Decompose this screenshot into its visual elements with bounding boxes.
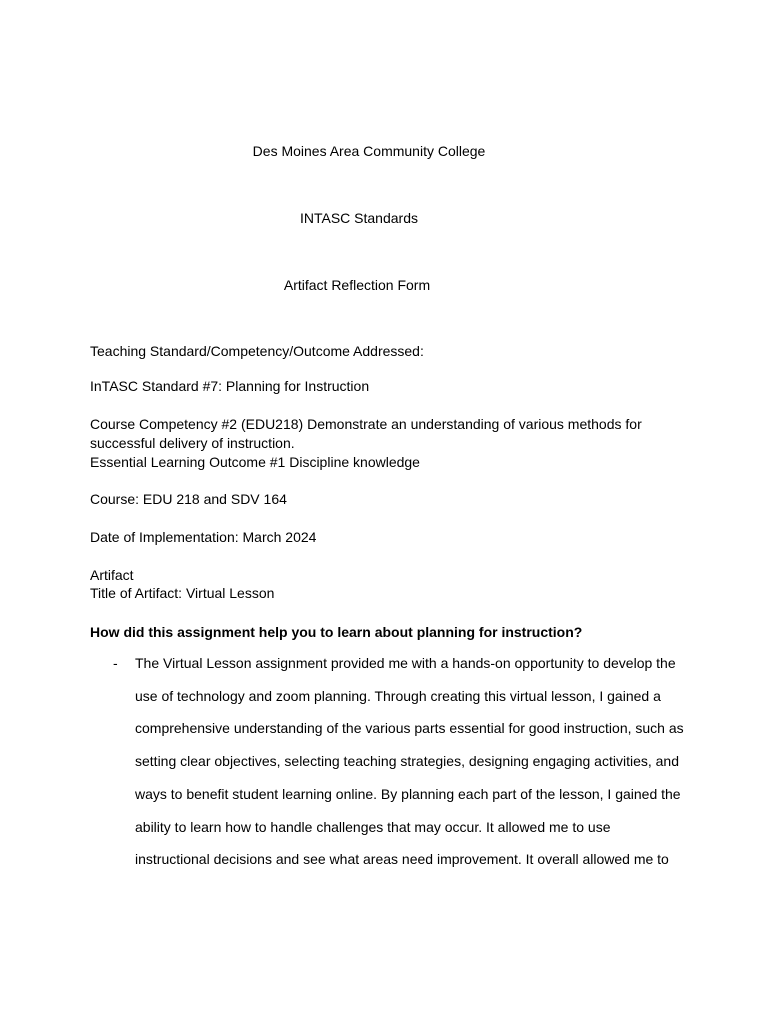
course-field: Course: EDU 218 and SDV 164 xyxy=(90,491,287,507)
essential-learning-outcome: Essential Learning Outcome #1 Discipline knowledge xyxy=(90,454,420,470)
answer-line: The Virtual Lesson assignment provided me with a hands-on opportunity to develop the xyxy=(135,655,676,671)
answer-line: use of technology and zoom planning. Through creating this virtual lesson, I gained a xyxy=(135,687,661,704)
standards-heading: INTASC Standards xyxy=(299,210,418,226)
course-competency-line2: successful delivery of instruction. xyxy=(90,435,295,451)
course-competency-line1: Course Competency #2 (EDU218) Demonstrate an understanding of various methods for xyxy=(90,416,642,432)
artifact-label: Artifact xyxy=(90,567,134,583)
institution-heading: Des Moines Area Community College xyxy=(252,143,486,159)
answer-line: ability to learn how to handle challenges that may occur. It allowed me to use xyxy=(135,818,611,835)
standard-addressed-label: Teaching Standard/Competency/Outcome Addressed: xyxy=(90,343,424,359)
answer-line: instructional decisions and see what areas need improvement. It overall allowed me to xyxy=(135,851,669,868)
form-title: Artifact Reflection Form xyxy=(283,277,431,293)
bullet-dash: - xyxy=(113,655,118,671)
answer-line: ways to benefit student learning online. By planning each part of the lesson, I gained the xyxy=(135,785,681,802)
intasc-standard: InTASC Standard #7: Planning for Instruction xyxy=(90,378,370,394)
answer-line: comprehensive understanding of the various parts essential for good instruction, such as xyxy=(135,720,684,737)
date-of-implementation: Date of Implementation: March 2024 xyxy=(90,529,317,545)
answer-line: setting clear objectives, selecting teaching strategies, designing engaging activities, and xyxy=(135,753,679,770)
artifact-title: Title of Artifact: Virtual Lesson xyxy=(90,585,275,601)
reflection-question: How did this assignment help you to learn about planning for instruction? xyxy=(90,624,583,640)
